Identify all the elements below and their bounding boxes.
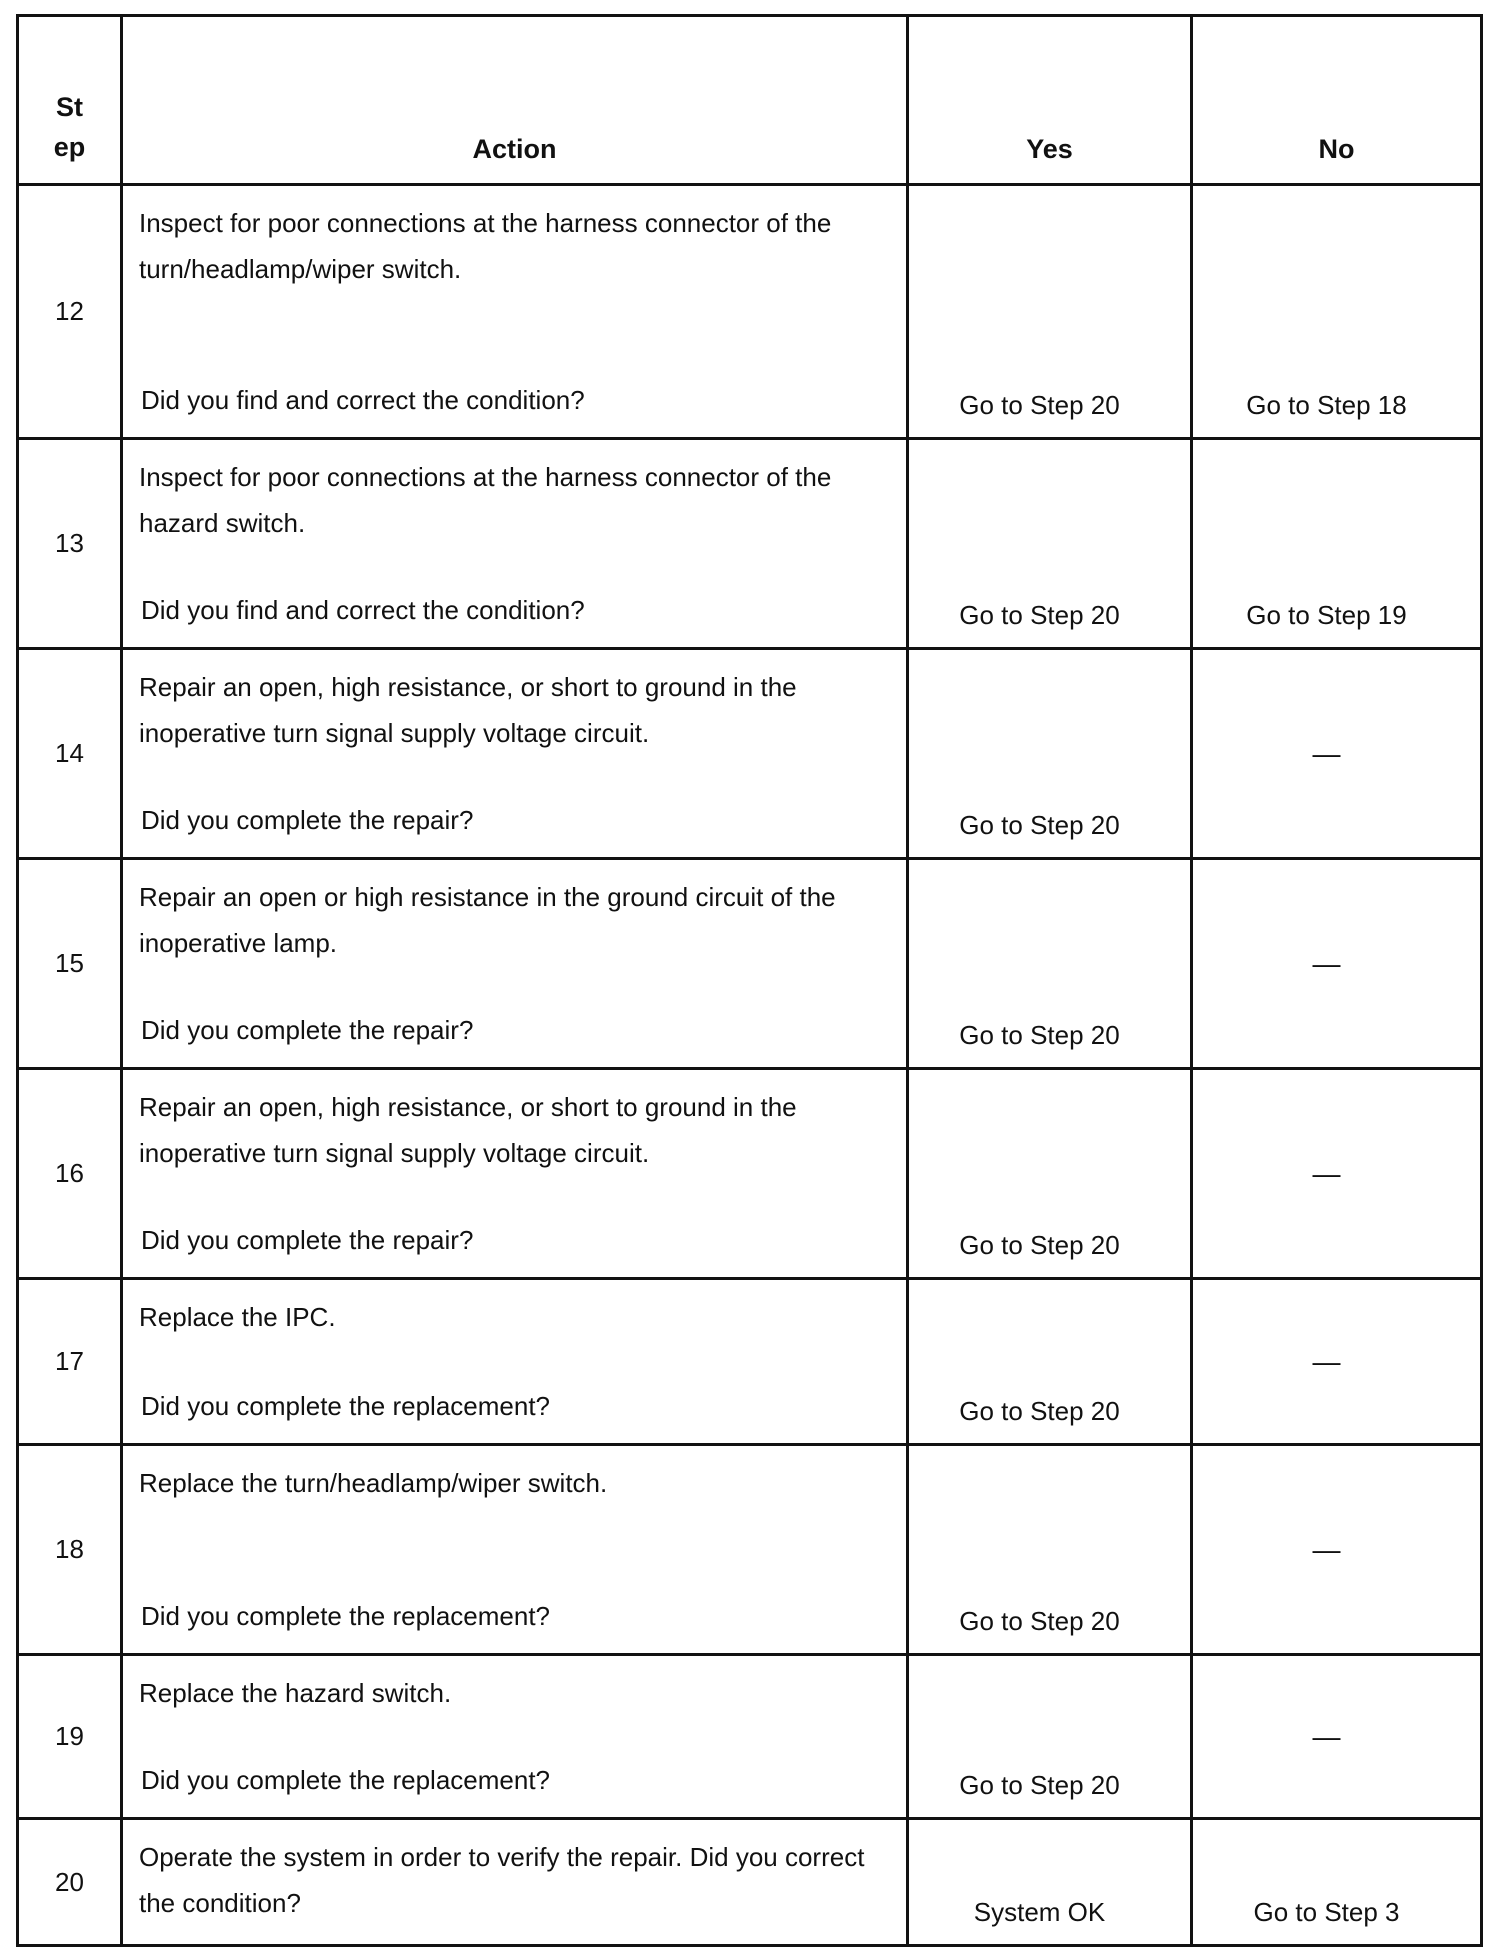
action-text: Inspect for poor connections at the harness connector of the turn/headlamp/wiper switch. (139, 208, 832, 284)
table-row (18, 439, 1482, 649)
action-text: Inspect for poor connections at the harness connector of the hazard switch. (139, 462, 832, 538)
step-number: 20 (18, 1819, 122, 1946)
step-header-line1: St (56, 92, 83, 122)
step-number: 18 (18, 1445, 122, 1655)
no-result-text: — (1312, 1533, 1341, 1565)
no-result (1192, 859, 1482, 1069)
yes-result (908, 1445, 1192, 1655)
table-body (18, 185, 1482, 1946)
no-result-text: — (1312, 737, 1341, 769)
action-cell (122, 649, 908, 859)
no-result (1192, 1069, 1482, 1279)
action-text: Replace the turn/headlamp/wiper switch. (139, 1468, 608, 1498)
no-result (1192, 1279, 1482, 1445)
yes-result (908, 1069, 1192, 1279)
table-row (18, 1655, 1482, 1819)
action-cell (122, 859, 908, 1069)
action-question: Did you find and correct the condition? (141, 595, 585, 625)
yes-result (908, 185, 1192, 439)
table-row (18, 1279, 1482, 1445)
action-cell (122, 1445, 908, 1655)
yes-result (908, 1819, 1192, 1946)
no-result-text: Go to Step 18 (1246, 390, 1407, 420)
yes-result-text: Go to Step 20 (959, 1396, 1120, 1426)
step-number: 16 (18, 1069, 122, 1279)
yes-result-text: Go to Step 20 (959, 810, 1120, 840)
yes-result-text: Go to Step 20 (959, 1606, 1120, 1636)
header-row (18, 16, 1482, 185)
no-result-text: — (1312, 1157, 1341, 1189)
action-text: Replace the hazard switch. (139, 1678, 452, 1708)
action-cell (122, 439, 908, 649)
step-number: 15 (18, 859, 122, 1069)
action-question: Did you complete the repair? (141, 805, 474, 835)
action-question: Did you find and correct the condition? (141, 385, 585, 415)
action-text: Repair an open, high resistance, or short to ground in the inoperative turn signal supply voltage circuit. (139, 1092, 797, 1168)
action-cell (122, 1819, 908, 1946)
action-cell (122, 1655, 908, 1819)
action-question: Did you complete the repair? (141, 1015, 474, 1045)
step-number: 14 (18, 649, 122, 859)
action-question: Did you complete the replacement? (141, 1601, 551, 1631)
action-cell (122, 185, 908, 439)
step-header-line2: ep (53, 132, 86, 162)
no-result-text: — (1312, 1720, 1341, 1752)
no-result (1192, 649, 1482, 859)
yes-result-text: Go to Step 20 (959, 600, 1120, 630)
yes-result-text: System OK (973, 1897, 1106, 1927)
step-number: 12 (18, 185, 122, 439)
no-column-header: No (1192, 16, 1482, 185)
yes-result (908, 439, 1192, 649)
yes-result-text: Go to Step 20 (959, 1020, 1120, 1050)
yes-result (908, 1655, 1192, 1819)
table-row (18, 1819, 1482, 1946)
table-row (18, 859, 1482, 1069)
action-text: Repair an open or high resistance in the ground circuit of the inoperative lamp. (139, 882, 836, 958)
action-cell (122, 1279, 908, 1445)
action-column-header: Action (122, 16, 908, 185)
step-number: 19 (18, 1655, 122, 1819)
yes-result (908, 649, 1192, 859)
yes-column-header: Yes (908, 16, 1192, 185)
table-row (18, 649, 1482, 859)
step-number: 13 (18, 439, 122, 649)
no-result (1192, 185, 1482, 439)
no-result (1192, 439, 1482, 649)
action-text: Replace the IPC. (139, 1302, 336, 1332)
step-number: 17 (18, 1279, 122, 1445)
action-question: Did you complete the replacement? (141, 1765, 551, 1795)
yes-result-text: Go to Step 20 (959, 390, 1120, 420)
action-question: Did you complete the repair? (141, 1225, 474, 1255)
yes-result (908, 1279, 1192, 1445)
table-row (18, 1445, 1482, 1655)
yes-result (908, 859, 1192, 1069)
no-result-text: — (1312, 1345, 1341, 1377)
no-result-text: Go to Step 3 (1253, 1897, 1400, 1927)
yes-result-text: Go to Step 20 (959, 1230, 1120, 1260)
no-result-text: Go to Step 19 (1246, 600, 1407, 630)
diagnostic-table-page (16, 14, 1480, 1947)
action-text: Operate the system in order to verify the repair. Did you correct the condition? (139, 1842, 865, 1918)
no-result (1192, 1819, 1482, 1946)
yes-result-text: Go to Step 20 (959, 1770, 1120, 1800)
action-question: Did you complete the replacement? (141, 1391, 551, 1421)
table-row (18, 185, 1482, 439)
no-result (1192, 1445, 1482, 1655)
no-result (1192, 1655, 1482, 1819)
diagnostic-table (16, 14, 1483, 1947)
step-column-header (18, 16, 122, 185)
table-row (18, 1069, 1482, 1279)
action-cell (122, 1069, 908, 1279)
no-result-text: — (1312, 947, 1341, 979)
action-text: Repair an open, high resistance, or short to ground in the inoperative turn signal supply voltage circuit. (139, 672, 797, 748)
